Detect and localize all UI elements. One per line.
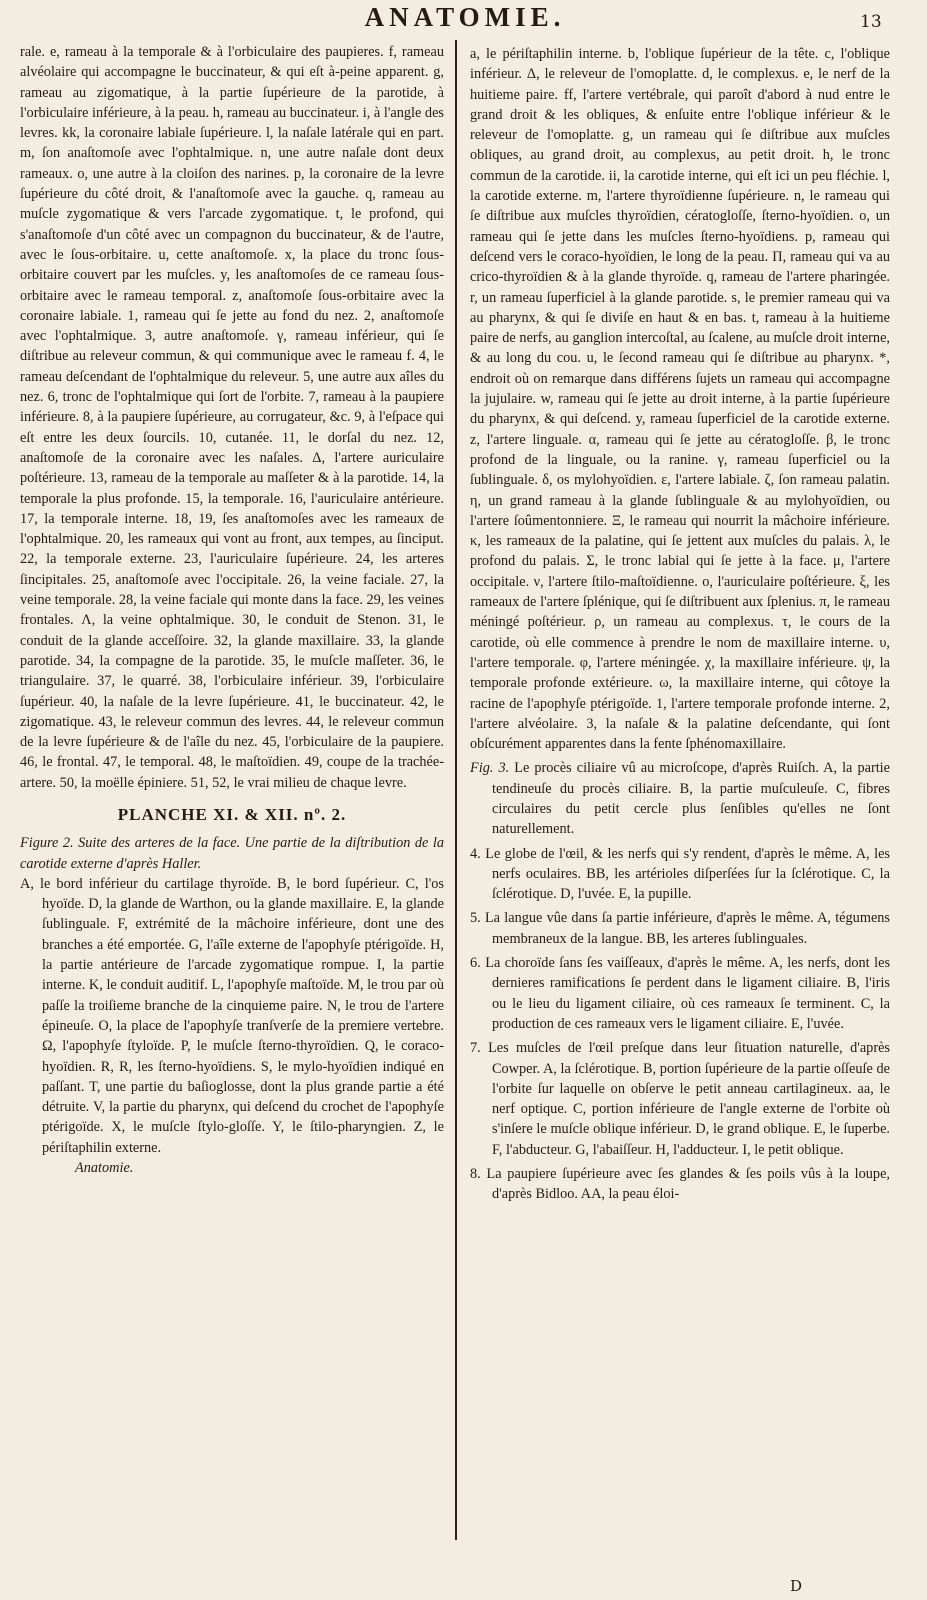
figure-item xyxy=(470,908,890,949)
figure-label: 6. xyxy=(470,955,481,972)
figure-text: La choroïde ſans ſes vaiſſeaux, d'après le même. A, les nerfs, dont les dernieres ramifications ſe perdent dans le ligament ciliaire. B, l'iris ou le lieu du ligament ciliaire, où ces rameaux ſe terminent. C, la production de ces rameaux vers le ligament ciliaire. E, l'uvée. xyxy=(485,955,891,1032)
signature-mark: D xyxy=(790,1577,803,1595)
figure-label: 7. xyxy=(470,1040,481,1057)
figure-item xyxy=(470,844,890,905)
figure-label: 5. xyxy=(470,910,481,927)
page-header-title: ANATOMIE. xyxy=(364,2,566,32)
figure-label: 4. xyxy=(470,845,481,862)
column-divider xyxy=(455,40,457,1540)
figure-caption: Figure 2. Suite des arteres de la face. Une partie de la diſtribution de la carotide externe d'après Haller. xyxy=(20,835,444,872)
footer-catchword: Anatomie. xyxy=(75,1160,134,1177)
figure-label: Fig. 3. xyxy=(470,760,510,777)
right-intro-paragraph: a, le périſtaphilin interne. b, l'oblique ſupérieur de la tête. c, l'oblique inférieur. Δ, le releveur de l'omoplatte. d, le complexus. e, le nerf de la huitieme paire. ff, l'artere vertébrale, qui paroît d'abord à nud entre le grand droit & les obliques, & enſuite entre l'oblique inférieur & le releveur de l'omoplatte. g, un rameau qui ſe diſtribue aux muſcles obliques, au grand droit, au complexus, au petit droit. h, le tronc commun de la carotide. ii, la carotide interne, qui eſt ici un peu fléchie. l, la carotide externe. m, l'artere thyroïdienne ſupérieure. n, le rameau qui ſe diſtribue aux muſcles thyroïdien, cératogloſſe, ſterno-hyoïdien. o, un rameau qui ſe jette dans les muſcles ſterno-hyoïdiens. p, rameau qui deſcend vers le coraco-hyoïdien, le long de la peau. Π, rameau qui va au crico-thyroïdien & à la glande thyroïde. q, rameau de l'artere pharingée. r, un rameau ſuperficiel à la glande parotide. s, le premier rameau qui va au pharynx, & qui ſe diviſe en haut & en bas. t, rameau à la huitieme paire de nerfs, au ganglion intercoſtal, au ſcalene, au muſcle droit interne, & au long du cou. u, le ſecond rameau qui ſe diſtribue au pharynx. *, endroit où on remarque dans différens ſujets un rameau qui accompagne la jujulaire. w, rameau qui ſe jette au droit interne, à la partie ſupérieure du pharynx, & qui deſcend. y, rameau ſuperficiel de la carotide externe. z, l'artere linguale. α, rameau qui ſe jette au cératogloſſe. β, le tronc profond de la linguale, ou la ranine. γ, rameau ſuperficiel ou la ſublinguale. δ, os mylohyoïdien. ε, l'artere labiale. ζ, ſon rameau palatin. η, un grand rameau à la glande ſublinguale & au mylohyoïdien, ou l'artere ſoûmentonniere. Ξ, le rameau qui nourrit la mâchoire inférieure. κ, les rameaux de la palatine, qui ſe jettent aux muſcles du palais. λ, le profond du palais. Σ, le tronc labial qui ſe jette à la face. μ, l'artere occipitale. ν, l'artere ſtilo-maſtoïdienne. ο, l'auriculaire poſtérieure. ξ, les rameaux de l'artere ſplénique, qui ſe diſtribuent aux ſplenius. π, le rameau méningé poſtérieur. ρ, un rameau au complexus. τ, le cours de la carotide, où elle commence à prendre le nom de maxillaire interne. υ, l'artere temporale. φ, l'artere méningée. χ, la maxillaire inférieure. ψ, la temporale profonde extérieure. ω, la maxillaire interne, qui côtoye la racine de l'apophyſe ptérigoïde. 1, l'artere temporale profonde interne. 2, l'artere alvéolaire. 3, la naſale & la palatine deſcendante, qui ſont obſcurément apparentes dans la fente ſphénomaxillaire. xyxy=(470,46,890,753)
plate-heading: PLANCHE XI. & XII. nº. 2. xyxy=(117,804,347,824)
figure-item xyxy=(470,1164,890,1205)
figure-text: La langue vûe dans ſa partie inférieure, d'après le même. A, tégumens membraneux de la langue. BB, les arteres ſublinguales. xyxy=(484,910,890,947)
figure-text: Le procès ciliaire vû au microſcope, d'après Ruiſch. A, la partie tendineuſe du procès ciliaire. B, la partie muſculeuſe. C, fibres circulaires du petit cercle plus ſenſibles qu'elles ne ſont naturellement. xyxy=(492,760,890,838)
right-column xyxy=(470,44,890,1207)
figure-text: Les muſcles de l'œil preſque dans leur ſituation naturelle, d'après Cowper. A, la ſclérotique. B, portion ſupérieure de la partie oſſeuſe de l'orbite ſur laquelle on obſerve le petit anneau cartilagineux. aa, le nerf optique. C, portion inférieure de l'angle externe de l'orbite où s'inſere le muſcle oblique inférieur. D, le grand oblique. E, le ſuperbe. F, l'abducteur. G, l'abaiſſeur. H, l'adducteur. I, le petit oblique. xyxy=(488,1040,890,1158)
left-intro-paragraph: rale. e, rameau à la temporale & à l'orbiculaire des paupieres. f, rameau alvéolaire qui accompagne le buccinateur, & qui eſt à-peine apparent. g, rameau au zigomatique, à la partie ſupérieure de la parotide, à l'orbiculaire inférieure, à la peau. h, rameau au buccinateur. i, à l'angle des levres. kk, la coronaire labiale ſupérieure. l, la naſale latérale qui en part. m, ſon anaſtomoſe avec l'ophtalmique. n, une autre naſale dont deux rameaux. o, une autre à la cloiſon des narines. p, la coronaire de la levre ſupérieure du côté droit, & l'anaſtomoſe avec la gauche. q, rameau au muſcle zygomatique & vers l'arcade zygomatique. t, le profond, qui s'anaſtomoſe d'un côté avec un compagnon du buccinateur, & de l'autre, avec le ſous-orbitaire. u, cette anaſtomoſe. x, la place du tronc ſous-orbitaire couvert par les muſcles. y, les anaſtomoſes de ce rameau ſous-orbitaire avec le rameau temporal. z, anaſtomoſe ſous-orbitaire avec la coronaire labiale. 1, rameau qui ſe jette au fond du nez. 2, anaſtomoſe avec l'ophtalmique. 3, autre anaſtomoſe. γ, rameau inférieur, qui ſe diſtribue au releveur commun, & qui communique avec le rameau f. 4, le rameau deſcendant de l'ophtalmique du releveur. 5, une autre aux aîles du nez. 6, tronc de l'ophtalmique qui ſort de l'orbite. 7, rameau à la paupiere inférieure. 8, à la paupiere ſupérieure, au corrugateur, &c. 9, à l'eſpace qui eſt entre les deux ſourcils. 10, cutanée. 11, le dorſal du nez. 12, anaſtomoſe de la coronaire avec les naſales. Δ, l'artere auriculaire poſtérieure. 13, rameau de la temporale au maſſeter & à la parotide. 14, la temporale la plus profonde. 15, la temporale. 16, l'auriculaire antérieure. 17, la temporale interne. 18, 19, ſes anaſtomoſes avec les rameaux de l'ophtalmique. 20, les rameaux qui vont au front, aux tempes, au ſinciput. 22, la temporale externe. 23, l'auriculaire ſupérieure. 24, les arteres ſincipitales. 25, anaſtomoſe avec l'occipitale. 26, la veine faciale. 27, la veine temporale. 28, la veine faciale qui monte dans la face. 29, les veines frontales. Λ, la veine ophtalmique. 30, le conduit de Stenon. 31, le conduit de la glande acceſſoire. 32, la glande maxillaire. 33, la glande parotide. 34, la compagne de la parotide. 35, le muſcle maſſeter. 36, le triangulaire. 37, le quarré. 38, l'orbiculaire inférieur. 39, l'orbiculaire ſupérieur. 40, la naſale de la levre ſupérieure. 41, le buccinateur. 42, le zigomatique. 43, le releveur commun des levres. 44, le releveur commun de la levre ſupérieure & de l'aîle du nez. 45, l'orbiculaire de la paupiere. 46, le frontal. 47, le temporal. 48, le maſtoïdien. 49, coupe de la trachée-artere. 50, la moëlle épiniere. 51, 52, le vrai milieu de chaque levre. xyxy=(20,44,444,791)
figure-item xyxy=(470,953,890,1034)
left-column xyxy=(20,42,444,1178)
figure-text: Le globe de l'œil, & les nerfs qui s'y rendent, d'après le même. A, les nerfs oculaires. BB, les artérioles diſperſées ſur la ſclérotique. C, la ſclérotique. D, l'uvée. E, la pupille. xyxy=(485,845,890,903)
figure-legend-paragraph: A, le bord inférieur du cartilage thyroïde. B, le bord ſupérieur. C, l'os hyoïde. D, la glande de Warthon, ou la glande maxillaire. E, la glande ſublinguale. F, extrémité de la mâchoire inférieure, dont une des branches a été emportée. G, l'aîle externe de l'apophyſe ptérigoïde. H, la partie antérieure de l'arcade zygomatique rompue. I, la partie interne. K, le conduit auditif. L, l'apophyſe maſtoïde. M, le trou par où paſſe la troiſieme branche de la cinquieme paire. N, le trou de l'artere épineuſe. O, la place de l'apophyſe tranſverſe de la premiere vertebre. Ω, l'apophyſe ſtyloïde. P, le muſcle ſterno-thyroïdien. Q, le coraco-hyoïdien. R, R, les ſterno-hyoïdiens. S, le mylo-hyoïdien indiqué en paſſant. T, une partie du baſioglosse, dont la plus grande partie a été détruite. V, la partie du pharynx, qui deſcend du crochet de l'apophyſe ptérigoïde. X, le muſcle ſtylo-gloſſe. Y, le ſtilo-pharyngien. Z, le périſtaphilin externe. xyxy=(20,875,444,1156)
figure-text: La paupiere ſupérieure avec ſes glandes & ſes poils vûs à la loupe, d'après Bidloo. AA, la peau éloi- xyxy=(486,1166,891,1203)
figure-label: 8. xyxy=(470,1166,481,1183)
figure-item xyxy=(470,1038,890,1160)
page-number: 13 xyxy=(860,12,882,32)
figure-item xyxy=(470,758,890,839)
